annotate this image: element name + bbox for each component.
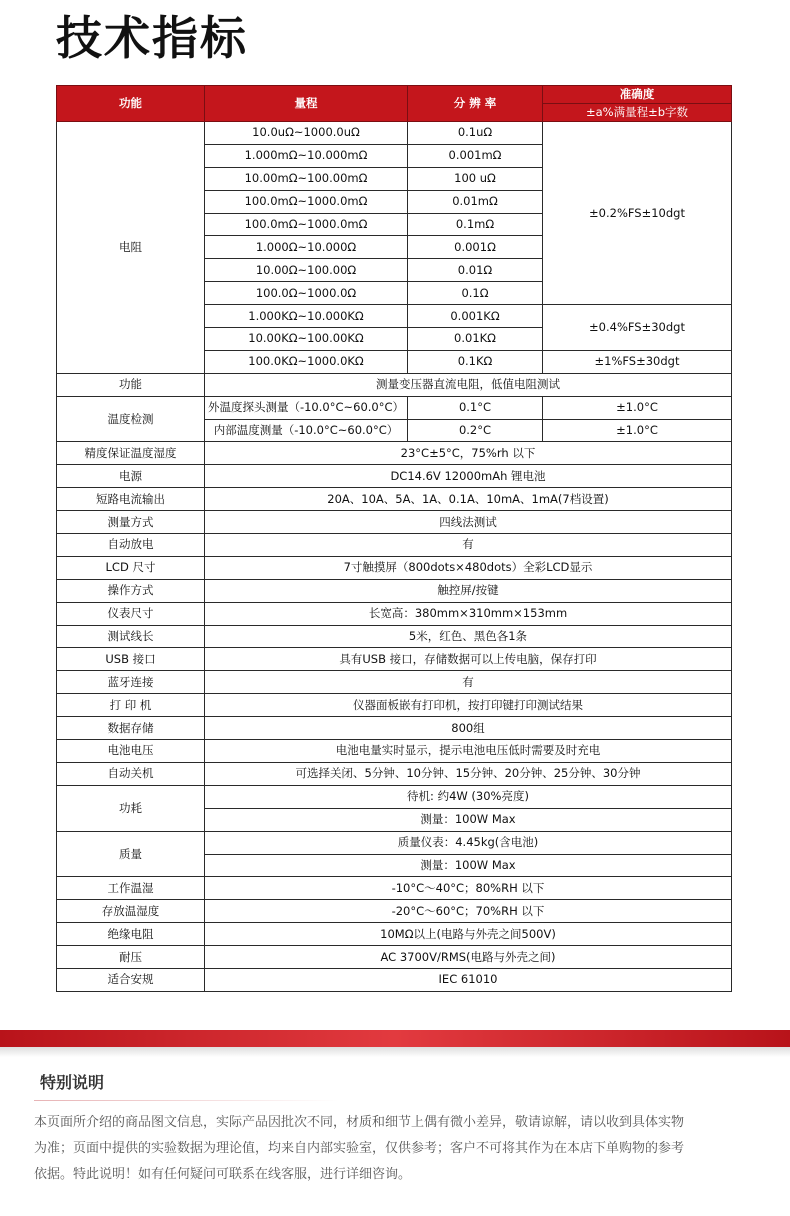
table-header-row: [57, 86, 732, 104]
spec-value: 测量：100W Max: [205, 808, 732, 831]
spec-label: 耐压: [57, 946, 205, 969]
table-row: [57, 579, 732, 602]
spec-value: 20A、10A、5A、1A、0.1A、10mA、1mA(7档设置): [205, 488, 732, 511]
table-row: [57, 465, 732, 488]
spec-value: 10MΩ以上(电路与外壳之间500V): [205, 923, 732, 946]
spec-value: -20°C～60°C；70%RH 以下: [205, 900, 732, 923]
spec-label: 打 印 机: [57, 694, 205, 717]
table-row: [57, 625, 732, 648]
accuracy-cell: ±0.4%FS±30dgt: [543, 305, 732, 351]
spec-label: 自动放电: [57, 534, 205, 557]
resolution-cell: 0.2°C: [408, 419, 543, 442]
spec-value: 长宽高：380mm×310mm×153mm: [205, 602, 732, 625]
spec-table: [56, 85, 732, 992]
table-row: [57, 900, 732, 923]
resolution-cell: 0.1mΩ: [408, 213, 543, 236]
spec-value: 有: [205, 534, 732, 557]
resolution-cell: 0.01KΩ: [408, 328, 543, 351]
resolution-cell: 0.001KΩ: [408, 305, 543, 328]
header-accuracy: 准确度: [543, 86, 732, 104]
page-title: 技术指标: [56, 11, 248, 65]
spec-label: 蓝牙连接: [57, 671, 205, 694]
header-function: 功能: [57, 86, 205, 122]
table-row: [57, 122, 732, 145]
table-row: [57, 442, 732, 465]
range-cell: 10.00KΩ~100.00KΩ: [205, 328, 408, 351]
note-title: 特别说明: [40, 1073, 105, 1092]
range-cell: 100.0Ω~1000.0Ω: [205, 282, 408, 305]
table-row: [57, 511, 732, 534]
range-cell: 100.0mΩ~1000.0mΩ: [205, 190, 408, 213]
spec-value: 测量变压器直流电阻，低值电阻测试: [205, 373, 732, 396]
spec-label: 数据存储: [57, 717, 205, 740]
spec-label: USB 接口: [57, 648, 205, 671]
spec-label: 工作温湿: [57, 877, 205, 900]
resolution-cell: 0.1KΩ: [408, 350, 543, 373]
spec-value: 具有USB 接口，存储数据可以上传电脑，保存打印: [205, 648, 732, 671]
range-cell: 1.000Ω~10.000Ω: [205, 236, 408, 259]
spec-value: 5米，红色、黑色各1条: [205, 625, 732, 648]
table-row: [57, 648, 732, 671]
table-row: [57, 717, 732, 740]
spec-value: 四线法测试: [205, 511, 732, 534]
accuracy-cell: ±1.0°C: [543, 419, 732, 442]
table-row: [57, 946, 732, 969]
range-cell: 10.00Ω~100.00Ω: [205, 259, 408, 282]
spec-label: 电池电压: [57, 740, 205, 763]
spec-label: LCD 尺寸: [57, 556, 205, 579]
spec-value: 23°C±5°C，75%rh 以下: [205, 442, 732, 465]
range-cell: 10.00mΩ~100.00mΩ: [205, 167, 408, 190]
spec-label: 测试线长: [57, 625, 205, 648]
table-row: [57, 831, 732, 854]
spec-value: 电池电量实时显示，提示电池电压低时需要及时充电: [205, 740, 732, 763]
spec-value: 触控屏/按键: [205, 579, 732, 602]
spec-value: 有: [205, 671, 732, 694]
red-divider-bar: [0, 1030, 790, 1047]
resolution-cell: 0.1uΩ: [408, 122, 543, 145]
spec-value: AC 3700V/RMS(电路与外壳之间): [205, 946, 732, 969]
resolution-cell: 100 uΩ: [408, 167, 543, 190]
resolution-cell: 0.01Ω: [408, 259, 543, 282]
table-row: [57, 785, 732, 808]
table-row: [57, 373, 732, 396]
resolution-cell: 0.001mΩ: [408, 144, 543, 167]
resolution-cell: 0.1Ω: [408, 282, 543, 305]
spec-label: 存放温湿度: [57, 900, 205, 923]
spec-value: 可选择关闭、5分钟、10分钟、15分钟、20分钟、25分钟、30分钟: [205, 762, 732, 785]
accuracy-cell: ±1.0°C: [543, 396, 732, 419]
resolution-cell: 0.1°C: [408, 396, 543, 419]
table-row: [57, 877, 732, 900]
spec-label: 自动关机: [57, 762, 205, 785]
accuracy-cell: ±0.2%FS±10dgt: [543, 122, 732, 305]
table-row: [57, 534, 732, 557]
note-title-underline: [34, 1100, 339, 1101]
temperature-label: 温度检测: [57, 396, 205, 442]
resolution-cell: 0.001Ω: [408, 236, 543, 259]
spec-label: 电源: [57, 465, 205, 488]
power-label: 功耗: [57, 785, 205, 831]
range-cell: 外温度探头测量（-10.0°C~60.0°C）: [205, 396, 408, 419]
range-cell: 1.000KΩ~10.000KΩ: [205, 305, 408, 328]
spec-label: 操作方式: [57, 579, 205, 602]
divider-shadow: [0, 1047, 790, 1057]
spec-value: DC14.6V 12000mAh 锂电池: [205, 465, 732, 488]
note-text: [34, 1110, 769, 1188]
spec-label: 测量方式: [57, 511, 205, 534]
table-row: [57, 923, 732, 946]
resistance-label: 电阻: [57, 122, 205, 374]
note-line-1: 本页面所介绍的商品图文信息，实际产品因批次不同，材质和细节上偶有微小差异，敬请谅解，请以收到具体实物: [34, 1115, 685, 1130]
spec-value: 仪器面板嵌有打印机，按打印键打印测试结果: [205, 694, 732, 717]
note-line-2: 为准；页面中提供的实验数据为理论值，均来自内部实验室，仅供参考；客户不可将其作为在本店下单购物的参考: [34, 1141, 685, 1156]
spec-value: 测量：100W Max: [205, 854, 732, 877]
range-cell: 100.0mΩ~1000.0mΩ: [205, 213, 408, 236]
range-cell: 100.0KΩ~1000.0KΩ: [205, 350, 408, 373]
spec-value: IEC 61010: [205, 968, 732, 991]
table-row: [57, 968, 732, 991]
spec-label: 适合安规: [57, 968, 205, 991]
spec-label: 精度保证温度湿度: [57, 442, 205, 465]
table-row: [57, 396, 732, 419]
table-row: [57, 671, 732, 694]
spec-label: 绝缘电阻: [57, 923, 205, 946]
spec-label: 短路电流输出: [57, 488, 205, 511]
table-row: [57, 694, 732, 717]
table-row: [57, 556, 732, 579]
accuracy-cell: ±1%FS±30dgt: [543, 350, 732, 373]
spec-value: 7寸触摸屏（800dots×480dots）全彩LCD显示: [205, 556, 732, 579]
spec-value: 待机: 约4W (30%亮度): [205, 785, 732, 808]
spec-value: -10°C～40°C；80%RH 以下: [205, 877, 732, 900]
table-row: [57, 762, 732, 785]
spec-label: 仪表尺寸: [57, 602, 205, 625]
mass-label: 质量: [57, 831, 205, 877]
table-row: [57, 602, 732, 625]
header-range: 量程: [205, 86, 408, 122]
header-accuracy-sub: ±a%满量程±b字数: [543, 104, 732, 122]
table-row: [57, 740, 732, 763]
spec-label: 功能: [57, 373, 205, 396]
range-cell: 10.0uΩ~1000.0uΩ: [205, 122, 408, 145]
table-row: [57, 488, 732, 511]
header-resolution: 分 辨 率: [408, 86, 543, 122]
range-cell: 内部温度测量（-10.0°C~60.0°C）: [205, 419, 408, 442]
note-line-3: 依据。特此说明！如有任何疑问可联系在线客服，进行详细咨询。: [34, 1167, 412, 1182]
spec-value: 质量仪表：4.45kg(含电池): [205, 831, 732, 854]
spec-value: 800组: [205, 717, 732, 740]
range-cell: 1.000mΩ~10.000mΩ: [205, 144, 408, 167]
resolution-cell: 0.01mΩ: [408, 190, 543, 213]
